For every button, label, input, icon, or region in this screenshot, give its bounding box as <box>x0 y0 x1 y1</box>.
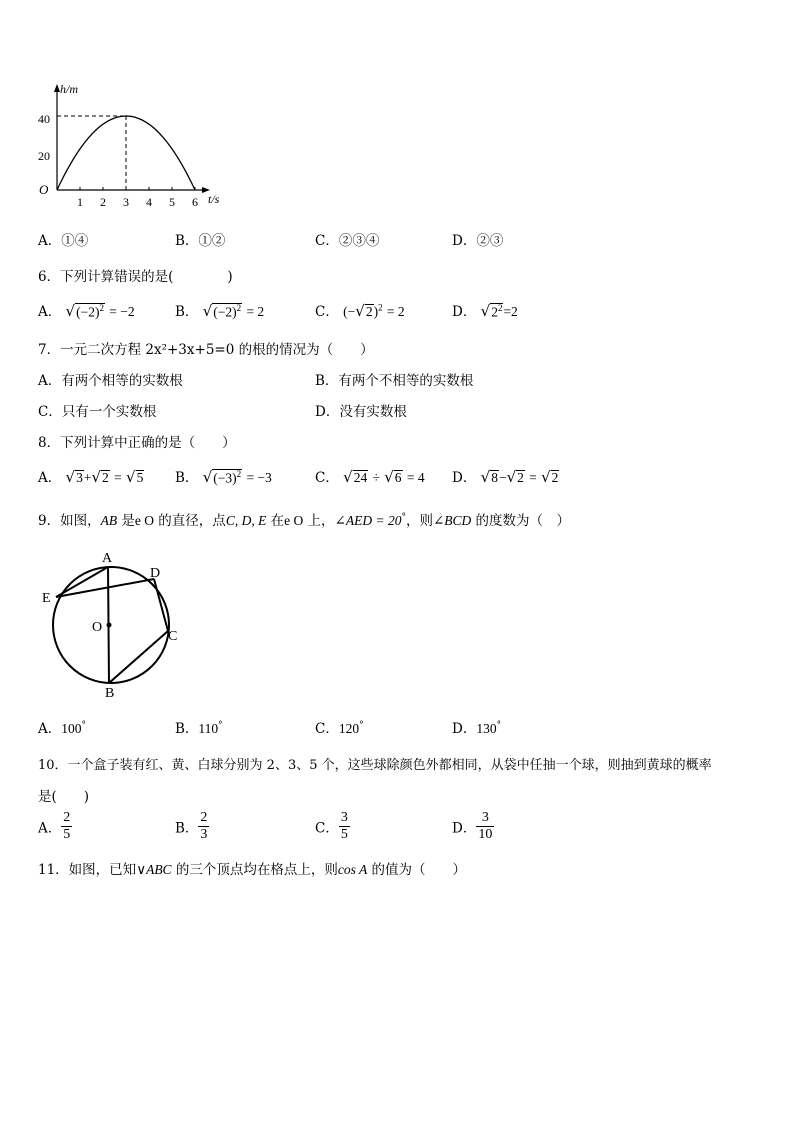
q7-option-b-letter: B． <box>315 373 339 389</box>
q5-option-c-text: ②③④ <box>338 233 380 249</box>
q11-triangle: ∨ABC <box>136 862 172 877</box>
sqrt-icon: √ <box>202 302 213 320</box>
q9-circle-o: e O <box>134 513 155 528</box>
q10-option-d[interactable] <box>452 810 494 843</box>
q7-option-b[interactable] <box>315 369 473 389</box>
label-b: B <box>105 686 115 700</box>
q5-option-a-letter: A． <box>38 233 62 249</box>
sqrt-icon: √ <box>384 468 394 486</box>
label-c: C <box>168 629 178 644</box>
label-e: E <box>42 591 51 606</box>
q10-option-c-fraction: $\frac{3}{5}$ <box>340 810 348 843</box>
sqrt-icon: √ <box>126 468 136 486</box>
q7-option-c-letter: C． <box>38 404 62 420</box>
q8-option-c-letter: C． <box>315 470 339 486</box>
q10-option-a[interactable] <box>38 810 72 843</box>
q6-d-rhs: =2 <box>503 304 518 319</box>
q10-option-c-letter: C． <box>315 820 339 837</box>
sqrt-icon: √ <box>506 468 517 486</box>
q7-option-b-text: 有两个不相等的实数根 <box>338 373 474 389</box>
q10-option-d-letter: D． <box>452 820 477 837</box>
q5-option-a[interactable] <box>38 229 88 249</box>
q10-option-b[interactable] <box>175 810 209 843</box>
sqrt-icon: √ <box>355 302 365 320</box>
q9-option-d[interactable] <box>452 717 501 737</box>
q8-c-r1: 24 <box>353 470 368 485</box>
q6-option-a-letter: A． <box>38 304 62 320</box>
q8-c-r2: 6 <box>394 470 402 485</box>
label-d: D <box>150 566 161 581</box>
q6-c-tail: ) <box>373 304 379 319</box>
height-time-graph <box>30 80 230 210</box>
q8-d-r1: 8 <box>491 470 498 485</box>
q8-a-op: + <box>83 470 92 485</box>
q9-option-b-letter: B． <box>175 721 199 737</box>
q6-a-rhs: = −2 <box>109 304 135 319</box>
y-tick-40: 40 <box>38 112 50 126</box>
q8-option-a-letter: A． <box>38 470 62 486</box>
q9-angle-bcd: ∠BCD <box>432 513 472 528</box>
sqrt-icon: √ <box>65 468 76 486</box>
q9-circle-o2: e O <box>284 513 304 528</box>
q5-option-b-text: ①② <box>198 233 226 249</box>
q10-option-b-letter: B． <box>175 820 199 837</box>
q6-option-c-letter: C． <box>315 304 339 320</box>
x-tick-label: 5 <box>169 195 175 209</box>
q9-option-a-value: 100 <box>61 721 82 736</box>
q7-option-c[interactable] <box>38 400 156 420</box>
q9-degree: ° <box>401 512 406 523</box>
x-tick-label: 2 <box>100 195 106 209</box>
y-axis-label: h/m <box>60 82 78 96</box>
q8-option-d-letter: D． <box>452 470 477 486</box>
q7-option-a[interactable] <box>38 369 183 389</box>
q8-option-a[interactable] <box>38 466 144 486</box>
q5-option-a-text: ①④ <box>61 233 89 249</box>
q8-option-d[interactable] <box>452 466 559 486</box>
q8-stem: 8．下列计算中正确的是（ ） <box>38 435 236 451</box>
circle-figure <box>36 545 196 700</box>
q6-b-radicand: $(-2)^2$ <box>213 302 242 319</box>
q9-option-d-deg: ° <box>496 720 502 731</box>
q5-option-c[interactable] <box>315 229 379 249</box>
sqrt-icon: √ <box>91 468 102 486</box>
q6-b-rhs: = 2 <box>246 304 265 319</box>
q9-points: C, D, E <box>225 513 267 528</box>
q8-option-b[interactable] <box>175 466 272 486</box>
q8-d-op: − <box>498 470 507 485</box>
q9-option-d-letter: D． <box>452 721 477 737</box>
q6-c-exp: 2 <box>378 302 383 313</box>
q5-option-d-letter: D． <box>452 233 477 249</box>
q8-a-r1: 3 <box>76 470 83 485</box>
q10-option-c[interactable] <box>315 810 350 843</box>
q8-d-eq: = <box>529 470 537 485</box>
q8-option-b-letter: B． <box>175 470 199 486</box>
q8-c-op: ÷ <box>372 470 380 485</box>
q8-a-eq: = <box>114 470 122 485</box>
q8-d-r3: 2 <box>551 470 559 485</box>
q8-d-r2: 2 <box>517 470 524 485</box>
q10-option-b-fraction: $\frac{2}{3}$ <box>200 810 208 843</box>
q10-option-a-fraction: $\frac{2}{5}$ <box>63 810 71 843</box>
q9-option-c-value: 120 <box>338 721 360 736</box>
q10-stem-line2: 是( ) <box>38 789 90 805</box>
q7-option-a-text: 有两个相等的实数根 <box>61 373 183 389</box>
q5-option-b-letter: B． <box>175 233 199 249</box>
q6-c-radicand: 2 <box>365 304 373 319</box>
x-tick-label: 1 <box>77 195 83 209</box>
q9-option-b[interactable] <box>175 717 223 737</box>
q9-option-a[interactable] <box>38 717 86 737</box>
q6-option-b[interactable] <box>175 300 264 320</box>
label-o: O <box>92 620 103 635</box>
sqrt-icon: √ <box>343 468 353 486</box>
sqrt-icon: √ <box>202 468 213 486</box>
q6-option-d[interactable] <box>452 300 518 320</box>
q9-option-c-deg: ° <box>359 720 364 731</box>
y-tick-20: 20 <box>38 149 50 163</box>
q5-option-d[interactable] <box>452 229 503 249</box>
q9-option-d-value: 130 <box>476 721 497 736</box>
q8-c-rhs: = 4 <box>406 470 425 485</box>
q9-ab: AB <box>100 513 118 528</box>
x-tick-label: 3 <box>123 195 129 209</box>
q9-stem: 9．如图，AB 是e O 的直径，点C, D, E 在e O 上，∠AED = 20°，则∠BCD 的度数为（ ） <box>38 512 571 529</box>
origin-label: O <box>39 182 49 197</box>
q6-option-d-letter: D． <box>452 304 477 320</box>
q7-option-d[interactable] <box>315 400 407 420</box>
q7-option-d-text: 没有实数根 <box>339 404 407 420</box>
q6-option-c[interactable] <box>315 300 405 320</box>
q8-option-c[interactable] <box>315 466 425 486</box>
q9-option-b-value: 110 <box>198 721 219 736</box>
q8-a-r3: 5 <box>136 470 144 485</box>
q6-d-radicand: $2^2$ <box>491 302 503 319</box>
q5-option-b[interactable] <box>175 229 225 249</box>
q6-c-lead: (− <box>343 304 356 319</box>
sqrt-icon: √ <box>65 302 76 320</box>
q9-angle: ∠AED = 20 <box>334 513 402 528</box>
q11-stem: 11．如图，已知∨ABC 的三个顶点均在格点上，则cos A 的值为（ ） <box>38 862 467 878</box>
q9-option-a-letter: A． <box>38 721 62 737</box>
center-point <box>107 623 112 628</box>
q10-option-d-fraction: $\frac{3}{10}$ <box>478 810 493 843</box>
q10-option-a-letter: A． <box>38 820 62 837</box>
q5-option-d-text: ②③ <box>476 233 504 249</box>
q6-option-b-letter: B． <box>175 304 199 320</box>
q9-option-c[interactable] <box>315 717 364 737</box>
q6-option-a[interactable] <box>38 300 135 320</box>
q6-a-radicand: $(-2)^2$ <box>76 302 104 319</box>
q6-c-rhs: = 2 <box>386 304 405 319</box>
q8-b-rhs: = −3 <box>246 470 272 485</box>
q11-cos: cos A <box>337 862 368 877</box>
q9-option-a-deg: ° <box>81 720 86 731</box>
x-tick-label: 6 <box>192 195 198 209</box>
q9-option-c-letter: C． <box>315 721 339 737</box>
sqrt-icon: √ <box>480 468 491 486</box>
q7-option-d-letter: D． <box>315 404 340 420</box>
x-axis-label: t/s <box>208 192 220 206</box>
label-a: A <box>102 551 113 566</box>
q7-option-a-letter: A． <box>38 373 62 389</box>
q10-stem-line1: 10．一个盒子装有红、黄、白球分别为 2、3、5 个，这些球除颜色外都相同，从袋中任抽一个球，则抽到黄球的概率 <box>38 758 712 773</box>
q6-stem: 6．下列计算错误的是( ) <box>38 269 233 285</box>
sqrt-icon: √ <box>480 302 491 320</box>
q8-a-r2: 2 <box>102 470 109 485</box>
sqrt-icon: √ <box>541 468 551 486</box>
q7-option-c-text: 只有一个实数根 <box>61 404 157 420</box>
q9-option-b-deg: ° <box>218 720 223 731</box>
q8-b-radicand: $(-3)^2$ <box>213 468 242 485</box>
q7-stem: 7．一元二次方程 2x²+3x+5=0 的根的情况为（ ） <box>38 342 374 358</box>
x-tick-label: 4 <box>146 195 152 209</box>
q5-option-c-letter: C． <box>315 233 339 249</box>
